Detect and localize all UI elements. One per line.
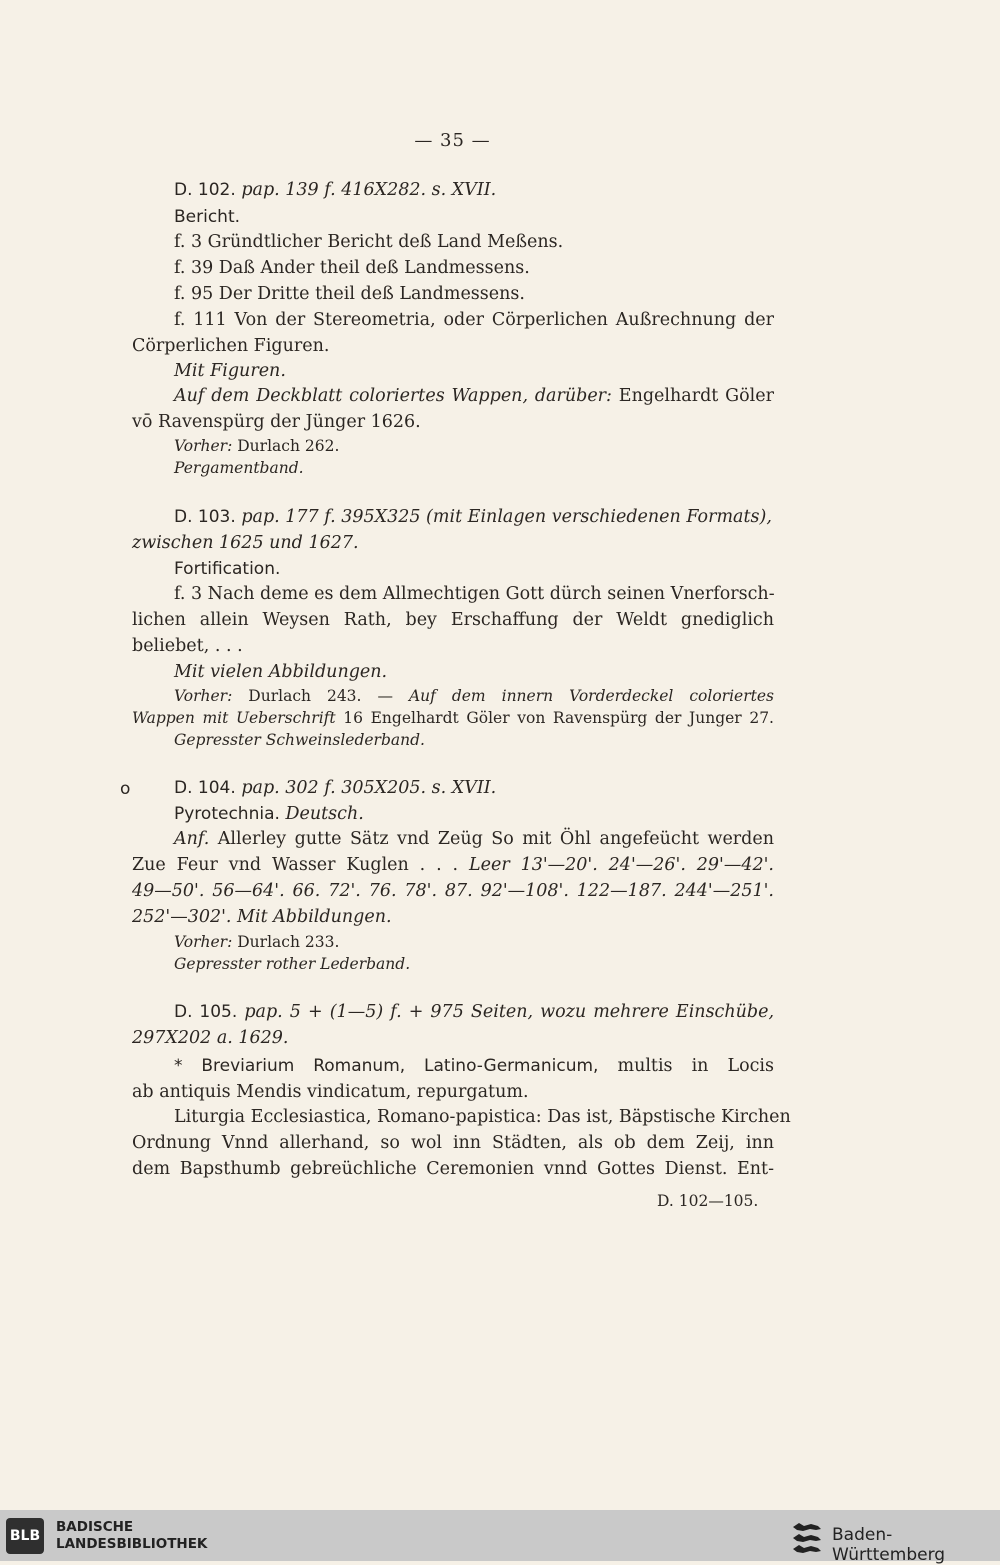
entry-d103-vorher-cont: Wappen mit Ueberschrift 16 Engelhardt Göler von Ravenspürg der Junger 27. (132, 709, 774, 727)
blb-logo[interactable]: BLB (6, 1518, 44, 1554)
entry-d102-vorher: Vorher: Durlach 262. (174, 437, 340, 455)
entry-d102-f39: f. 39 Daß Ander theil deß Landmessens. (174, 258, 530, 278)
entry-d105-liturgia-end: dem Bapsthumb gebreüchliche Ceremonien vnnd Gottes Dienst. Ent- (132, 1159, 774, 1179)
entry-d104-vorher: Vorher: Durlach 233. (174, 933, 340, 951)
entry-d103-heading: D. 103. pap. 177 f. 395X325 (mit Einlagen verschiedenen Formats), (174, 507, 772, 527)
bottom-bar (0, 1510, 1000, 1565)
page-number: — 35 — (414, 130, 491, 151)
entry-d102-wappen: Auf dem Deckblatt coloriertes Wappen, darüber: Engelhardt Göler (174, 386, 774, 406)
entry-d104-leer: 49—50'. 56—64'. 66. 72'. 76. 78'. 87. 92'—108'. 122—187. 244'—251'. (132, 881, 774, 901)
entry-d103-title: Fortification. (174, 559, 281, 579)
entry-d105-heading-cont: 297X202 a. 1629. (132, 1028, 289, 1048)
library-name[interactable]: BADISCHE LANDESBIBLIOTHEK (56, 1519, 208, 1552)
entry-d102-wappen-cont: vō Ravenspürg der Jünger 1626. (132, 412, 421, 432)
entry-d103-vorher: Vorher: Durlach 243. — Auf dem innern Vorderdeckel coloriertes (174, 687, 774, 705)
entry-d102-binding: Pergamentband. (174, 459, 304, 477)
footer-range: D. 102—105. (657, 1192, 759, 1210)
entry-d104-anf: Anf. Allerley gutte Sätz vnd Zeüg So mit Öhl angefeücht werden (174, 829, 774, 849)
entry-d103-f3: f. 3 Nach deme es dem Allmechtigen Gott dürch seinen Vnerforsch- (174, 584, 775, 604)
entry-d104-heading: D. 104. pap. 302 f. 305X205. s. XVII. (174, 778, 497, 798)
entry-d103-abbildungen: Mit vielen Abbildungen. (174, 662, 388, 682)
entry-d104-leer-end: 252'—302'. Mit Abbildungen. (132, 907, 392, 927)
entry-d104-anf-cont: Zue Feur vnd Wasser Kuglen . . . Leer 13'—20'. 24'—26'. 29'—42'. (132, 855, 774, 875)
entry-d105-title: * Breviarium Romanum, Latino-Germanicum, multis in Locis (174, 1056, 774, 1076)
entry-d103-heading-cont: zwischen 1625 und 1627. (132, 533, 359, 553)
entry-d105-title-cont: ab antiquis Mendis vindicatum, repurgatum. (132, 1082, 529, 1102)
margin-mark: o (120, 779, 131, 799)
entry-d104-binding: Gepresster rother Lederband. (174, 955, 411, 973)
entry-d102-heading: D. 102. pap. 139 f. 416X282. s. XVII. (174, 180, 497, 200)
entry-d105-liturgia: Liturgia Ecclesiastica, Romano-papistica: Das ist, Bäpstische Kirchen (174, 1107, 791, 1127)
entry-d103-f3-cont: lichen allein Weysen Rath, bey Erschaffung der Weldt gnediglich (132, 610, 774, 630)
entry-d102-f111-cont: Cörperlichen Figuren. (132, 336, 330, 356)
entry-d105-liturgia-cont: Ordnung Vnnd allerhand, so wol inn Städten, als ob dem Zeij, inn (132, 1133, 774, 1153)
entry-d104-title: Pyrotechnia. Deutsch. (174, 804, 364, 824)
entry-d102-f111: f. 111 Von der Stereometria, oder Cörperlichen Außrechnung der (174, 310, 774, 330)
entry-d102-f3: f. 3 Gründtlicher Bericht deß Land Meßens. (174, 232, 564, 252)
entry-d102-figuren: Mit Figuren. (174, 361, 286, 381)
lions-crest-icon (790, 1520, 824, 1554)
entry-d103-f3-end: beliebet, . . . (132, 636, 243, 656)
entry-d103-binding: Gepresster Schweinslederband. (174, 731, 425, 749)
state-name[interactable]: Baden-Württemberg (832, 1525, 946, 1565)
entry-d102-title: Bericht. (174, 207, 241, 227)
entry-d102-f95: f. 95 Der Dritte theil deß Landmessens. (174, 284, 525, 304)
entry-d105-heading: D. 105. pap. 5 + (1—5) f. + 975 Seiten, wozu mehrere Einschübe, (174, 1002, 775, 1022)
